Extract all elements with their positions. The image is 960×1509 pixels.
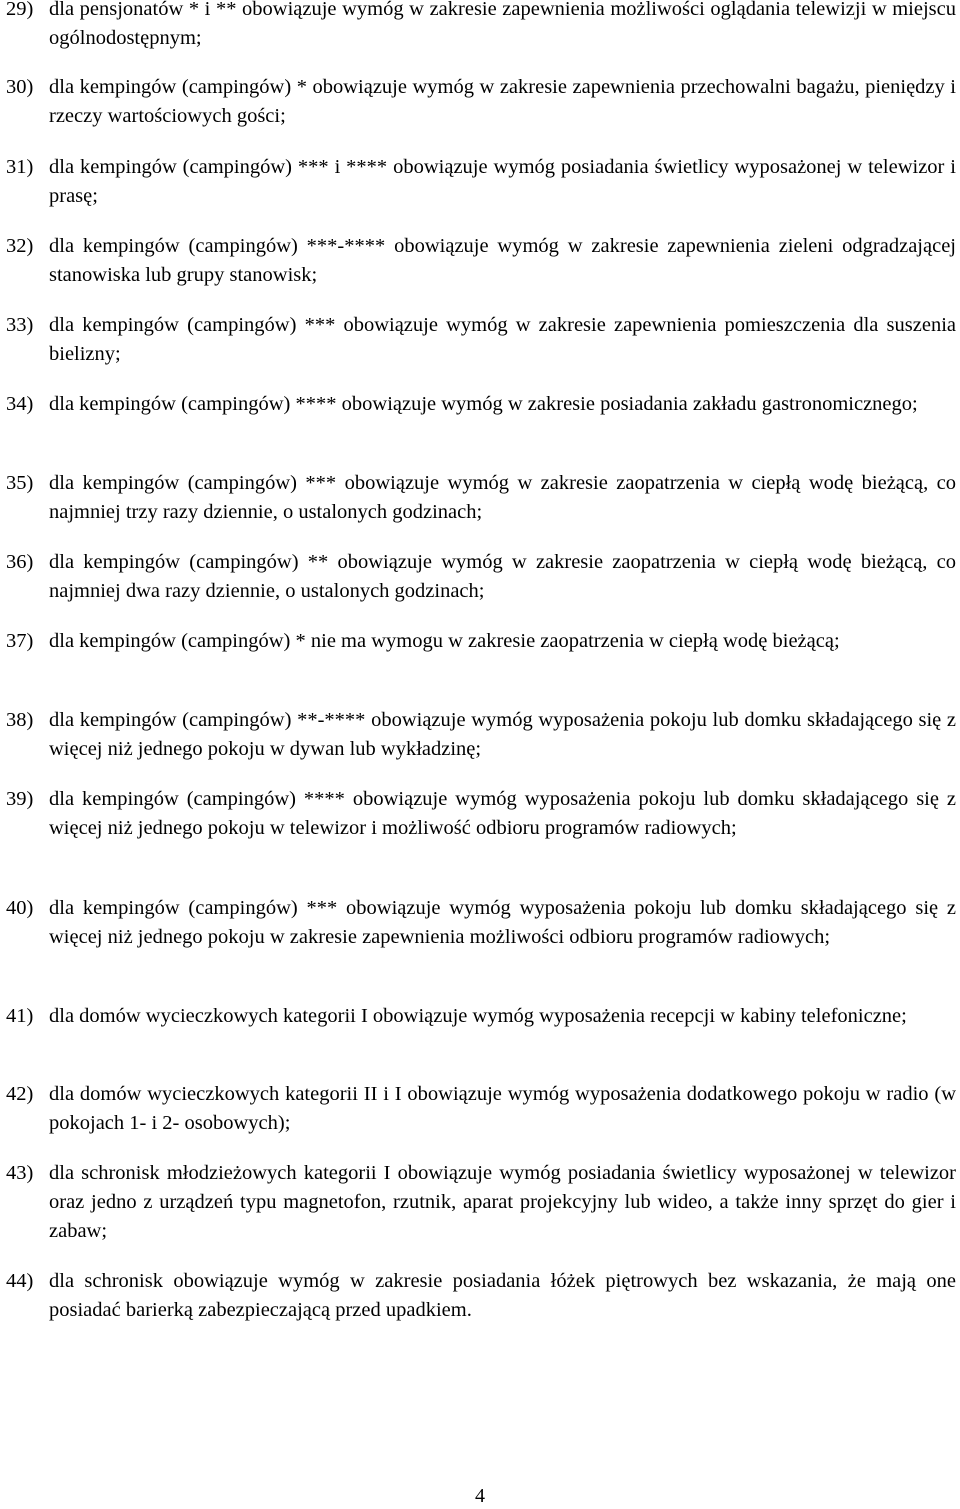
list-item: [6, 1002, 956, 1031]
item-number: 33): [6, 314, 34, 336]
list-item: [6, 469, 956, 527]
item-number: 36): [6, 551, 34, 573]
item-number: 40): [6, 897, 34, 919]
list-item: [6, 311, 956, 369]
item-text: dla kempingów (campingów) *** obowiązuje wymóg w zakresie zapewnienia pomieszczenia dla suszenia bielizny;: [49, 314, 956, 365]
list-item: [6, 548, 956, 606]
item-number: 42): [6, 1083, 34, 1105]
list-item: [6, 1080, 956, 1138]
item-text: dla kempingów (campingów) ** obowiązuje wymóg w zakresie zaopatrzenia w ciepłą wodę bieżącą, co najmniej dwa razy dziennie, o ustalonych godzinach;: [49, 551, 956, 602]
list-item: [6, 153, 956, 211]
item-number: 37): [6, 630, 34, 652]
item-number: 41): [6, 1005, 34, 1027]
item-number: 31): [6, 156, 34, 178]
item-text: dla kempingów (campingów) **** obowiązuje wymóg w zakresie posiadania zakładu gastronomicznego;: [49, 393, 918, 415]
list-item: [6, 894, 956, 952]
list-item: [6, 0, 956, 53]
item-text: dla kempingów (campingów) * nie ma wymogu w zakresie zaopatrzenia w ciepłą wodę bieżącą;: [49, 630, 840, 652]
item-number: 35): [6, 472, 34, 494]
item-number: 34): [6, 393, 34, 415]
item-number: 44): [6, 1270, 34, 1292]
item-text: dla kempingów (campingów) *** i **** obowiązuje wymóg posiadania świetlicy wyposażonej w telewizor i prasę;: [49, 156, 956, 207]
item-number: 43): [6, 1162, 34, 1184]
item-text: dla schronisk obowiązuje wymóg w zakresie posiadania łóżek piętrowych bez wskazania, że mają one posiadać barierką zabezpieczającą przed upadkiem.: [49, 1270, 956, 1321]
list-item: [6, 627, 956, 656]
item-number: 29): [6, 0, 34, 20]
item-text: dla schronisk młodzieżowych kategorii I obowiązuje wymóg posiadania świetlicy wyposażonej w telewizor oraz jedno z urządzeń typu magnetofon, rzutnik, aparat projekcyjny lub wideo, a także inny sprzęt do gier i zabaw;: [49, 1162, 956, 1242]
item-number: 38): [6, 709, 34, 731]
item-number: 39): [6, 788, 34, 810]
item-text: dla pensjonatów * i ** obowiązuje wymóg w zakresie zapewnienia możliwości oglądania telewizji w miejscu ogólnodostępnym;: [49, 0, 956, 49]
item-text: dla kempingów (campingów) *** obowiązuje wymóg wyposażenia pokoju lub domku składającego się z więcej niż jednego pokoju w zakresie zapewnienia możliwości odbioru programów radiowych;: [49, 897, 956, 948]
item-number: 32): [6, 235, 34, 257]
list-item: [6, 232, 956, 290]
list-item: [6, 1159, 956, 1246]
list-item: [6, 1267, 956, 1325]
page-number: 4: [475, 1485, 485, 1507]
list-item: [6, 390, 956, 419]
item-text: dla kempingów (campingów) *** obowiązuje wymóg w zakresie zaopatrzenia w ciepłą wodę bieżącą, co najmniej trzy razy dziennie, o ustalonych godzinach;: [49, 472, 956, 523]
item-text: dla kempingów (campingów) **-**** obowiązuje wymóg wyposażenia pokoju lub domku składającego się z więcej niż jednego pokoju w dywan lub wykładzinę;: [49, 709, 956, 760]
item-text: dla kempingów (campingów) **** obowiązuje wymóg wyposażenia pokoju lub domku składającego się z więcej niż jednego pokoju w telewizor i możliwość odbioru programów radiowych;: [49, 788, 956, 839]
item-text: dla domów wycieczkowych kategorii I obowiązuje wymóg wyposażenia recepcji w kabiny telefoniczne;: [49, 1005, 907, 1027]
list-item: [6, 785, 956, 843]
item-text: dla domów wycieczkowych kategorii II i I obowiązuje wymóg wyposażenia dodatkowego pokoju w radio (w pokojach 1- i 2- osobowych);: [49, 1083, 956, 1134]
item-number: 30): [6, 76, 34, 98]
item-text: dla kempingów (campingów) * obowiązuje wymóg w zakresie zapewnienia przechowalni bagażu, pieniędzy i rzeczy wartościowych gości;: [49, 76, 956, 127]
list-item: [6, 73, 956, 131]
item-text: dla kempingów (campingów) ***-**** obowiązuje wymóg w zakresie zapewnienia zieleni odgradzającej stanowiska lub grupy stanowisk;: [49, 235, 956, 286]
list-item: [6, 706, 956, 764]
